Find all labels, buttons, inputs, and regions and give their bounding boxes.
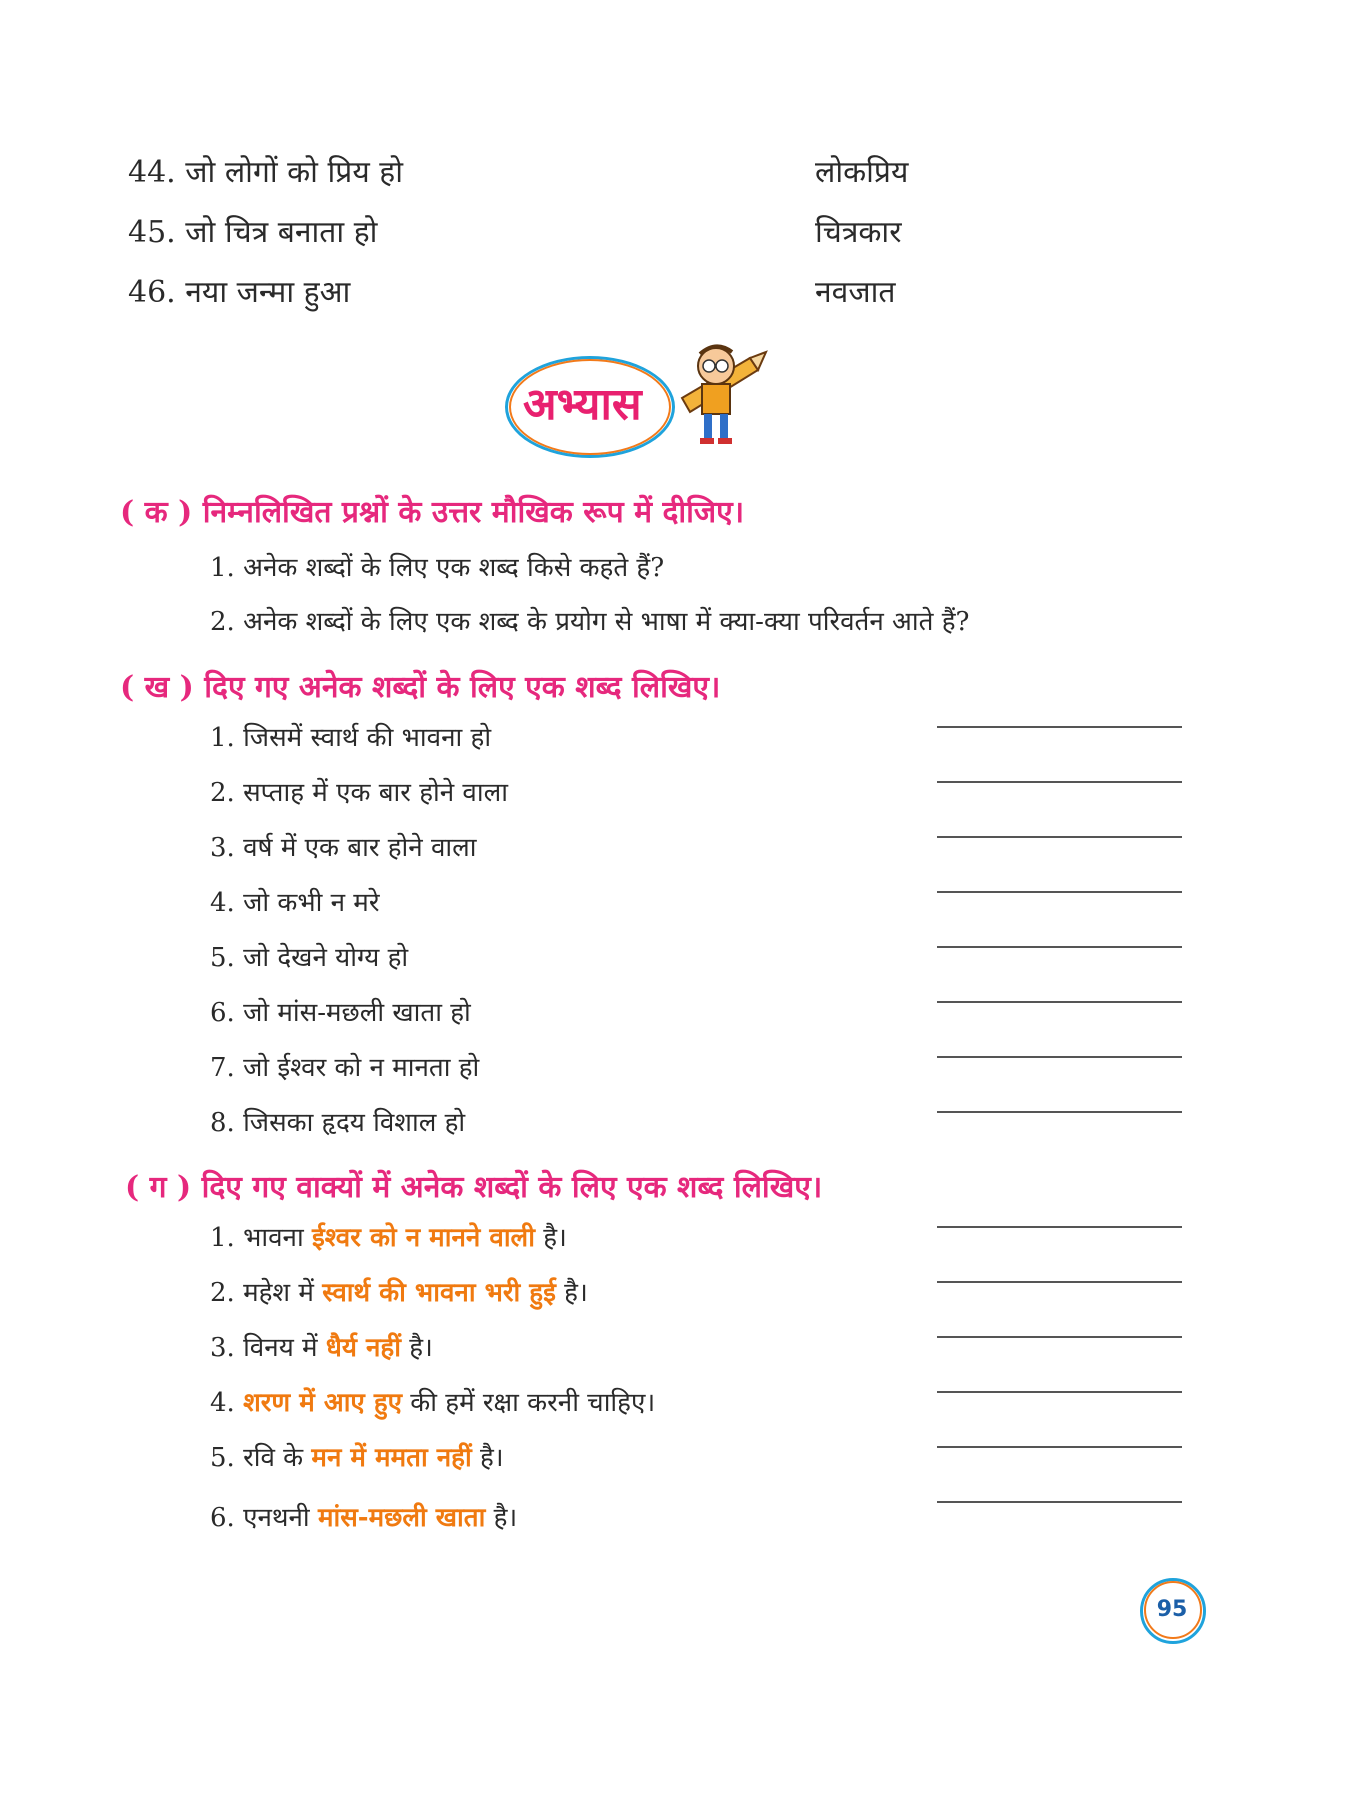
highlighted-phrase: मांस-मछली खाता <box>317 1503 486 1533</box>
item-number: 4. <box>210 888 235 918</box>
list-item <box>210 1103 465 1139</box>
item-number: 5. <box>210 1443 235 1473</box>
list-item <box>210 1218 567 1254</box>
list-item <box>210 718 491 754</box>
question-text: जिसमें स्वार्थ की भावना हो <box>243 723 492 753</box>
item-number: 5. <box>210 943 235 973</box>
list-item <box>210 1383 655 1419</box>
abhyas-label: अभ्यास <box>523 379 642 430</box>
answer-line[interactable] <box>937 1446 1182 1448</box>
item-word: चित्रकार <box>815 215 902 250</box>
answer-line[interactable] <box>937 946 1182 948</box>
answer-line[interactable] <box>937 1281 1182 1283</box>
sentence-prefix: एनथनी <box>243 1503 318 1533</box>
question-text: सप्ताह में एक बार होने वाला <box>243 778 508 808</box>
item-number: 2. <box>210 1278 235 1308</box>
list-item <box>210 938 408 974</box>
list-item <box>210 1048 479 1084</box>
item-number: 6. <box>210 998 235 1028</box>
item-number: 7. <box>210 1053 235 1083</box>
sentence-suffix: है। <box>485 1503 518 1533</box>
list-item <box>210 773 508 809</box>
item-number: 44. <box>128 155 176 190</box>
answer-line[interactable] <box>937 1391 1182 1393</box>
question-text: जो देखने योग्य हो <box>243 943 409 973</box>
highlighted-phrase: धैर्य नहीं <box>325 1333 401 1363</box>
answer-line[interactable] <box>937 891 1182 893</box>
answer-line[interactable] <box>937 1056 1182 1058</box>
list-item <box>128 210 377 251</box>
cartoon-boy-pencil-icon <box>676 338 768 448</box>
section-kha-heading: ( ख ) दिए गए अनेक शब्दों के लिए एक शब्द लिखिए। <box>120 670 721 705</box>
answer-line[interactable] <box>937 1111 1182 1113</box>
item-number: 1. <box>210 723 235 753</box>
item-number: 3. <box>210 1333 235 1363</box>
answer-line[interactable] <box>937 781 1182 783</box>
sentence-prefix: भावना <box>243 1223 312 1253</box>
item-number: 46. <box>128 275 176 310</box>
item-number: 6. <box>210 1503 235 1533</box>
item-word: नवजात <box>815 275 896 310</box>
answer-line[interactable] <box>937 836 1182 838</box>
item-number: 45. <box>128 215 176 250</box>
item-number: 4. <box>210 1388 235 1418</box>
item-number: 2. <box>210 778 235 808</box>
highlighted-phrase: शरण में आए हुए <box>243 1388 403 1418</box>
item-number: 3. <box>210 833 235 863</box>
item-number: 8. <box>210 1108 235 1138</box>
sentence-suffix: है। <box>534 1223 567 1253</box>
list-item <box>210 1328 433 1364</box>
question-text: अनेक शब्दों के लिए एक शब्द किसे कहते हैं? <box>243 553 665 583</box>
sentence-prefix: महेश में <box>243 1278 323 1308</box>
page-number-badge <box>1140 1578 1204 1642</box>
list-item <box>128 270 350 311</box>
list-item <box>210 1438 504 1474</box>
list-item <box>128 150 403 191</box>
question-text: अनेक शब्दों के लिए एक शब्द के प्रयोग से भाषा में क्या-क्या परिवर्तन आते हैं? <box>243 607 970 637</box>
answer-line[interactable] <box>937 1226 1182 1228</box>
highlighted-phrase: मन में ममता नहीं <box>311 1443 472 1473</box>
highlighted-phrase: ईश्वर को न मानने वाली <box>311 1223 535 1253</box>
item-phrase: जो लोगों को प्रिय हो <box>185 155 403 190</box>
question-text: जो ईश्वर को न मानता हो <box>243 1053 480 1083</box>
list-item <box>210 1273 588 1309</box>
answer-line[interactable] <box>937 1336 1182 1338</box>
abhyas-badge <box>505 356 675 458</box>
list-item <box>210 883 380 919</box>
item-number: 1. <box>210 553 235 583</box>
highlighted-phrase: स्वार्थ की भावना भरी हुई <box>322 1278 556 1308</box>
answer-line[interactable] <box>937 726 1182 728</box>
section-ka-heading: ( क ) निम्नलिखित प्रश्नों के उत्तर मौखिक रूप में दीजिए। <box>120 495 745 530</box>
answer-line[interactable] <box>937 1001 1182 1003</box>
list-item <box>210 993 471 1029</box>
sentence-suffix: है। <box>471 1443 504 1473</box>
sentence-suffix: है। <box>400 1333 433 1363</box>
list-item <box>210 828 477 864</box>
question-text: जिसका हृदय विशाल हो <box>243 1108 466 1138</box>
list-item <box>210 1498 517 1534</box>
sentence-suffix: की हमें रक्षा करनी चाहिए। <box>402 1388 656 1418</box>
question-text: जो कभी न मरे <box>243 888 380 918</box>
list-item <box>210 602 969 638</box>
question-text: वर्ष में एक बार होने वाला <box>243 833 477 863</box>
section-ga-heading: ( ग ) दिए गए वाक्यों में अनेक शब्दों के लिए एक शब्द लिखिए। <box>125 1170 823 1205</box>
item-number: 1. <box>210 1223 235 1253</box>
item-phrase: नया जन्मा हुआ <box>185 275 351 310</box>
list-item <box>210 548 664 584</box>
page-number: 95 <box>1156 1597 1188 1622</box>
item-phrase: जो चित्र बनाता हो <box>185 215 378 250</box>
question-text: जो मांस-मछली खाता हो <box>243 998 471 1028</box>
sentence-prefix: रवि के <box>243 1443 312 1473</box>
sentence-suffix: है। <box>555 1278 588 1308</box>
item-number: 2. <box>210 607 235 637</box>
sentence-prefix: विनय में <box>243 1333 326 1363</box>
answer-line[interactable] <box>937 1501 1182 1503</box>
item-word: लोकप्रिय <box>815 155 909 190</box>
